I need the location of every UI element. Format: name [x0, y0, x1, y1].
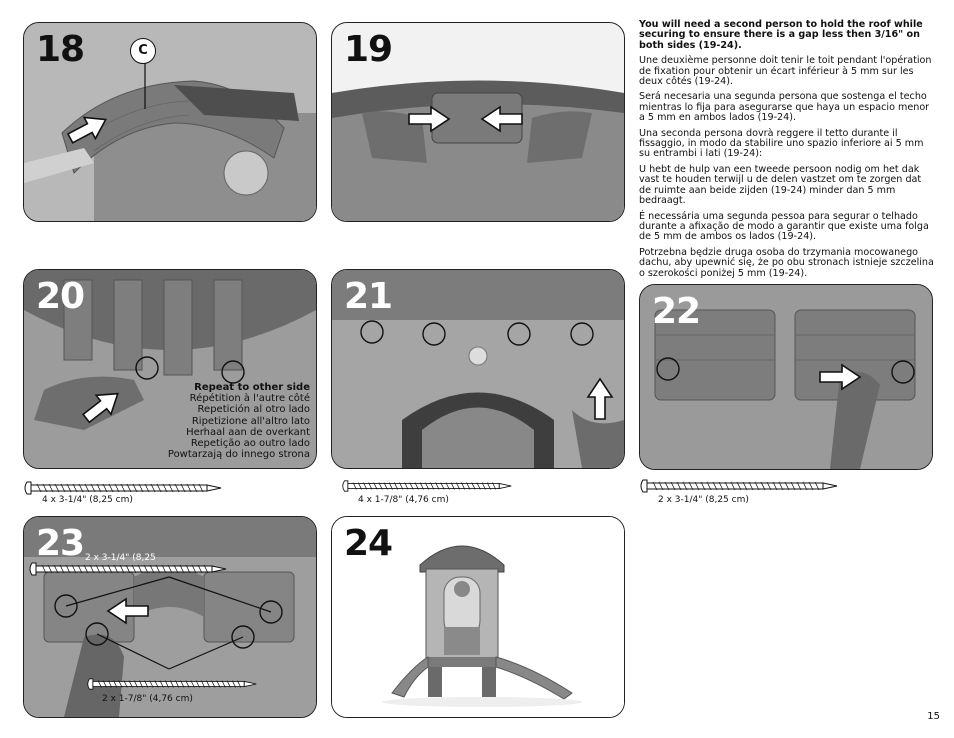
arrow-right-icon — [818, 363, 862, 391]
hardware-label: 4 x 3-1/4" (8,25 cm) — [42, 495, 133, 505]
repeat-note-lead: Repeat to other side — [194, 382, 310, 393]
step-number: 23 — [36, 523, 85, 564]
step-18-panel — [23, 22, 317, 222]
step-22-panel — [639, 284, 933, 470]
hardware-label: 2 x 3-1/4" (8,25 — [85, 553, 156, 563]
screw-icon — [341, 478, 513, 494]
repeat-note-line: Repetición al otro lado — [197, 404, 310, 416]
instruction-pl: Potrzebna będzie druga osoba do trzymania mocowanego dachu, aby upewnić się, że po obu stronach istnieje szczelina o szerokości poniżej 5 mm (19-24). — [639, 246, 934, 279]
step-number: 19 — [344, 29, 393, 70]
arrow-up-icon — [586, 377, 614, 421]
step-number: 22 — [652, 291, 701, 332]
hardware-label: 2 x 3-1/4" (8,25 cm) — [658, 495, 749, 505]
instruction-nl: U hebt de hulp van een tweede persoon nodig om het dak vast te houden terwijl u de delen vastzet om te zorgen dat de ruimte aan beide zijden (19-24) minder dan 5 mm bedraagt. — [639, 163, 922, 207]
instruction-pt: É necessária uma segunda pessoa para segurar o telhado durante a afixação de modo a garantir que existe uma folga de 5 mm de ambos os lados (19-24). — [639, 210, 929, 243]
part-callout-c: C — [130, 38, 156, 64]
arrow-right-icon — [407, 105, 451, 133]
repeat-note — [168, 382, 310, 460]
step-21-panel — [331, 269, 625, 469]
instruction-text — [639, 20, 935, 284]
step-number: 21 — [344, 276, 393, 317]
instruction-es: Será necesaria una segunda persona que sostenga el techo mientras lo fija para asegurarse que haya un espacio menor a 5 mm en ambos lados (19-24). — [639, 91, 930, 124]
step-number: 24 — [344, 523, 393, 564]
screw-icon — [86, 676, 258, 692]
screw-icon — [23, 480, 223, 496]
step-number: 18 — [36, 29, 85, 70]
step-19-panel — [331, 22, 625, 222]
step-20-panel — [23, 269, 317, 469]
step-23-panel — [23, 516, 317, 718]
hardware-label: 2 x 1-7/8" (4,76 cm) — [102, 694, 193, 704]
screw-icon — [639, 478, 839, 494]
repeat-note-line: Ripetizione all'altro lato — [191, 415, 310, 427]
repeat-note-line: Herhaal aan de overkant — [186, 426, 310, 438]
page-number: 15 — [927, 711, 940, 722]
instruction-lead: You will need a second person to hold the roof while securing to ensure there is a gap less then 3/16" on both sides (19-24). — [639, 19, 923, 51]
arrow-left-icon — [106, 597, 150, 625]
repeat-note-line: Repetição ao outro lado — [190, 438, 310, 450]
instruction-it: Una seconda persona dovrà reggere il tetto durante il fissaggio, in modo da stabilire uno spazio inferiore ai 5 mm su entrambi i lati (19-24): — [639, 127, 924, 160]
arrow-left-icon — [480, 105, 524, 133]
hardware-label: 4 x 1-7/8" (4,76 cm) — [358, 495, 449, 505]
step-24-panel — [331, 516, 625, 718]
step-number: 20 — [36, 276, 85, 317]
instruction-fr: Une deuxième personne doit tenir le toit pendant l'opération de fixation pour obtenir un écart inférieur à 5 mm sur les deux côtés (19-24). — [639, 55, 932, 88]
repeat-note-line: Répétition à l'autre côté — [189, 393, 310, 405]
callout-leader-line — [144, 63, 146, 109]
repeat-note-line: Powtarzają do innego strona — [167, 449, 310, 461]
screw-icon — [28, 561, 228, 577]
